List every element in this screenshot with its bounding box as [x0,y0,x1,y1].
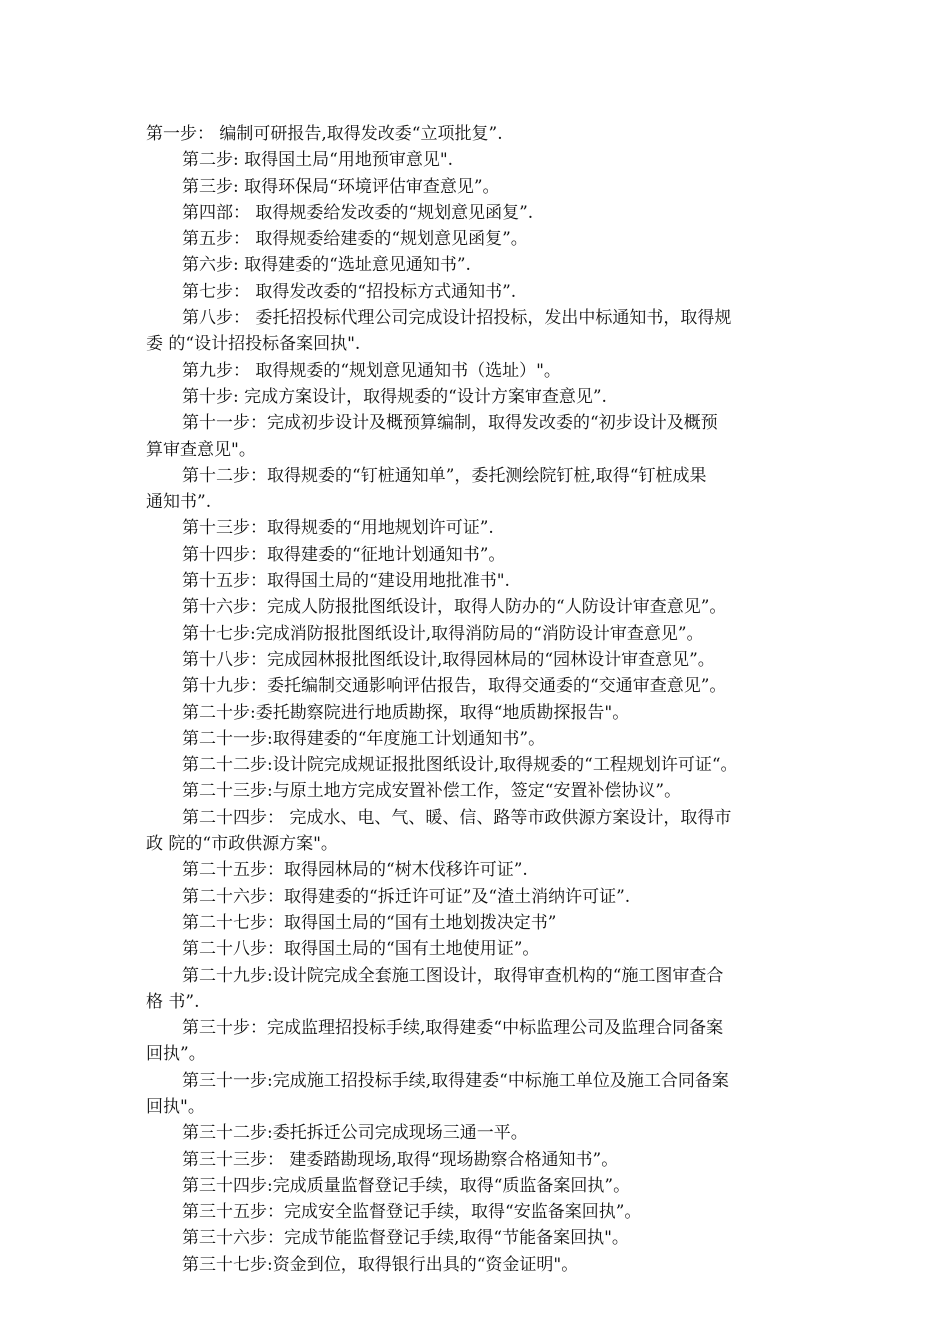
paragraph-step-7 [146,279,836,305]
paragraph-line: 第十四步：取得建委的“征地计划通知书”。 [182,544,506,565]
paragraph-step-9 [146,358,836,384]
paragraph-line-continued: 委 的“设计招投标备案回执". [146,334,361,355]
paragraph-line-continued: 格 书”. [146,991,200,1012]
paragraph-step-20 [146,700,836,726]
paragraph-line: 第十二步：取得规委的“钉桩通知单”，委托测绘院钉桩,取得“钉桩成果 [182,465,707,486]
paragraph-step-14 [146,542,836,568]
paragraph-step-28 [146,936,836,962]
paragraph-step-34 [146,1173,836,1199]
paragraph-line: 第二十二步:设计院完成规证报批图纸设计,取得规委的“工程规划许可证“。 [182,755,738,776]
paragraph-step-3 [146,174,836,200]
paragraph-line: 第三十七步:资金到位，取得银行出具的“资金证明"。 [182,1254,579,1275]
paragraph-line-continued: 通知书”. [146,492,212,513]
paragraph-step-35 [146,1199,836,1225]
paragraph-line: 第三十五步：完成安全监督登记手续，取得“安监备案回执”。 [182,1202,642,1223]
paragraph-line-continued: 政 院的“市政供源方案"。 [146,834,338,855]
paragraph-step-6 [146,252,836,278]
paragraph-line: 第三十六步：完成节能监督登记手续,取得“节能备案回执"。 [182,1228,629,1249]
paragraph-line: 第六步: 取得建委的“选址意见通知书”. [182,255,471,276]
paragraph-line: 第十八步：完成园林报批图纸设计,取得园林局的“园林设计审查意见”。 [182,649,715,670]
paragraph-line: 第一步： 编制可研报告,取得发改委“立项批复”. [146,124,503,144]
paragraph-step-1 [146,121,836,147]
paragraph-step-4 [146,200,836,226]
paragraph-step-12 [146,463,836,516]
paragraph-line: 第二十步:委托勘察院进行地质勘探，取得“地质勘探报告"。 [182,702,630,723]
paragraph-step-2 [146,147,836,173]
paragraph-line: 第十五步：取得国土局的“建设用地批准书". [182,571,510,592]
paragraph-line: 第四部： 取得规委给发改委的“规划意见函复”. [182,202,534,223]
paragraph-line: 第二十七步：取得国土局的“国有土地划拨决定书” [182,912,557,933]
paragraph-line: 第二十六步：取得建委的“拆迁许可证”及“渣土消纳许可证”. [182,886,631,907]
paragraph-step-36 [146,1225,836,1251]
paragraph-step-11 [146,410,836,463]
paragraph-line: 第十步: 完成方案设计，取得规委的“设计方案审查意见”. [182,386,607,407]
paragraph-step-19 [146,673,836,699]
paragraph-step-15 [146,568,836,594]
paragraph-step-16 [146,594,836,620]
paragraph-step-23 [146,778,836,804]
paragraph-step-29 [146,963,836,1016]
paragraph-step-18 [146,647,836,673]
paragraph-line: 第二十一步:取得建委的“年度施工计划通知书”。 [182,728,546,749]
paragraph-line: 第三十二步:委托拆迁公司完成现场三通一平。 [182,1123,528,1144]
paragraph-line: 第三十四步:完成质量监督登记手续，取得“质监备案回执”。 [182,1175,631,1196]
paragraph-step-26 [146,884,836,910]
paragraph-step-31 [146,1068,836,1121]
paragraph-step-17 [146,621,836,647]
paragraph-line: 第三步: 取得环保局“环境评估审查意见”。 [182,176,500,197]
paragraph-step-8 [146,305,836,358]
paragraph-step-5 [146,226,836,252]
paragraph-step-13 [146,515,836,541]
paragraph-step-37 [146,1252,836,1278]
paragraph-line: 第十一步：完成初步设计及概预算编制，取得发改委的“初步设计及概预 [182,413,718,434]
paragraph-line-continued: 算审查意见"。 [146,439,256,460]
paragraph-line: 第二十九步:设计院完成全套施工图设计，取得审查机构的“施工图审查合 [182,965,724,986]
paragraph-line: 第三十三步： 建委踏勘现场,取得“现场勘察合格通知书”。 [182,1149,619,1170]
paragraph-line: 第十六步：完成人防报批图纸设计，取得人防办的“人防设计审查意见”。 [182,597,727,618]
paragraph-step-30 [146,1015,836,1068]
paragraph-line: 第十七步:完成消防报批图纸设计,取得消防局的“消防设计审查意见”。 [182,623,704,644]
paragraph-step-24 [146,805,836,858]
paragraph-step-33 [146,1147,836,1173]
paragraph-line: 第九步： 取得规委的“规划意见通知书（选址）"。 [182,360,561,381]
paragraph-step-10 [146,384,836,410]
paragraph-line: 第二步: 取得国土局“用地预审意见". [182,150,454,171]
document-body [146,121,836,1278]
paragraph-line: 第八步： 委托招投标代理公司完成设计招投标，发出中标通知书，取得规 [182,308,732,329]
paragraph-step-21 [146,726,836,752]
paragraph-step-27 [146,910,836,936]
paragraph-line: 第二十三步:与原土地方完成安置补偿工作，签定“安置补偿协议”。 [182,781,682,802]
paragraph-line: 第三十一步:完成施工招投标手续,取得建委“中标施工单位及施工合同备案 [182,1070,729,1091]
paragraph-line: 第十九步：委托编制交通影响评估报告，取得交通委的“交通审查意见”。 [182,676,727,697]
paragraph-step-22 [146,752,836,778]
paragraph-step-32 [146,1120,836,1146]
paragraph-line: 第三十步：完成监理招投标手续,取得建委“中标监理公司及监理合同备案 [182,1018,724,1039]
paragraph-line: 第二十四步： 完成水、电、气、暖、信、路等市政供源方案设计，取得市 [182,807,732,828]
paragraph-line-continued: 回执”。 [146,1044,206,1065]
paragraph-line: 第十三步：取得规委的“用地规划许可证”. [182,518,494,539]
paragraph-line: 第二十八步：取得国土局的“国有土地使用证”。 [182,939,540,960]
paragraph-line: 第二十五步：取得园林局的“树木伐移许可证”. [182,860,528,881]
paragraph-step-25 [146,857,836,883]
paragraph-line: 第五步： 取得规委给建委的“规划意见函复”。 [182,229,528,250]
paragraph-line: 第七步： 取得发改委的“招投标方式通知书”. [182,281,517,302]
paragraph-line-continued: 回执"。 [146,1096,205,1117]
